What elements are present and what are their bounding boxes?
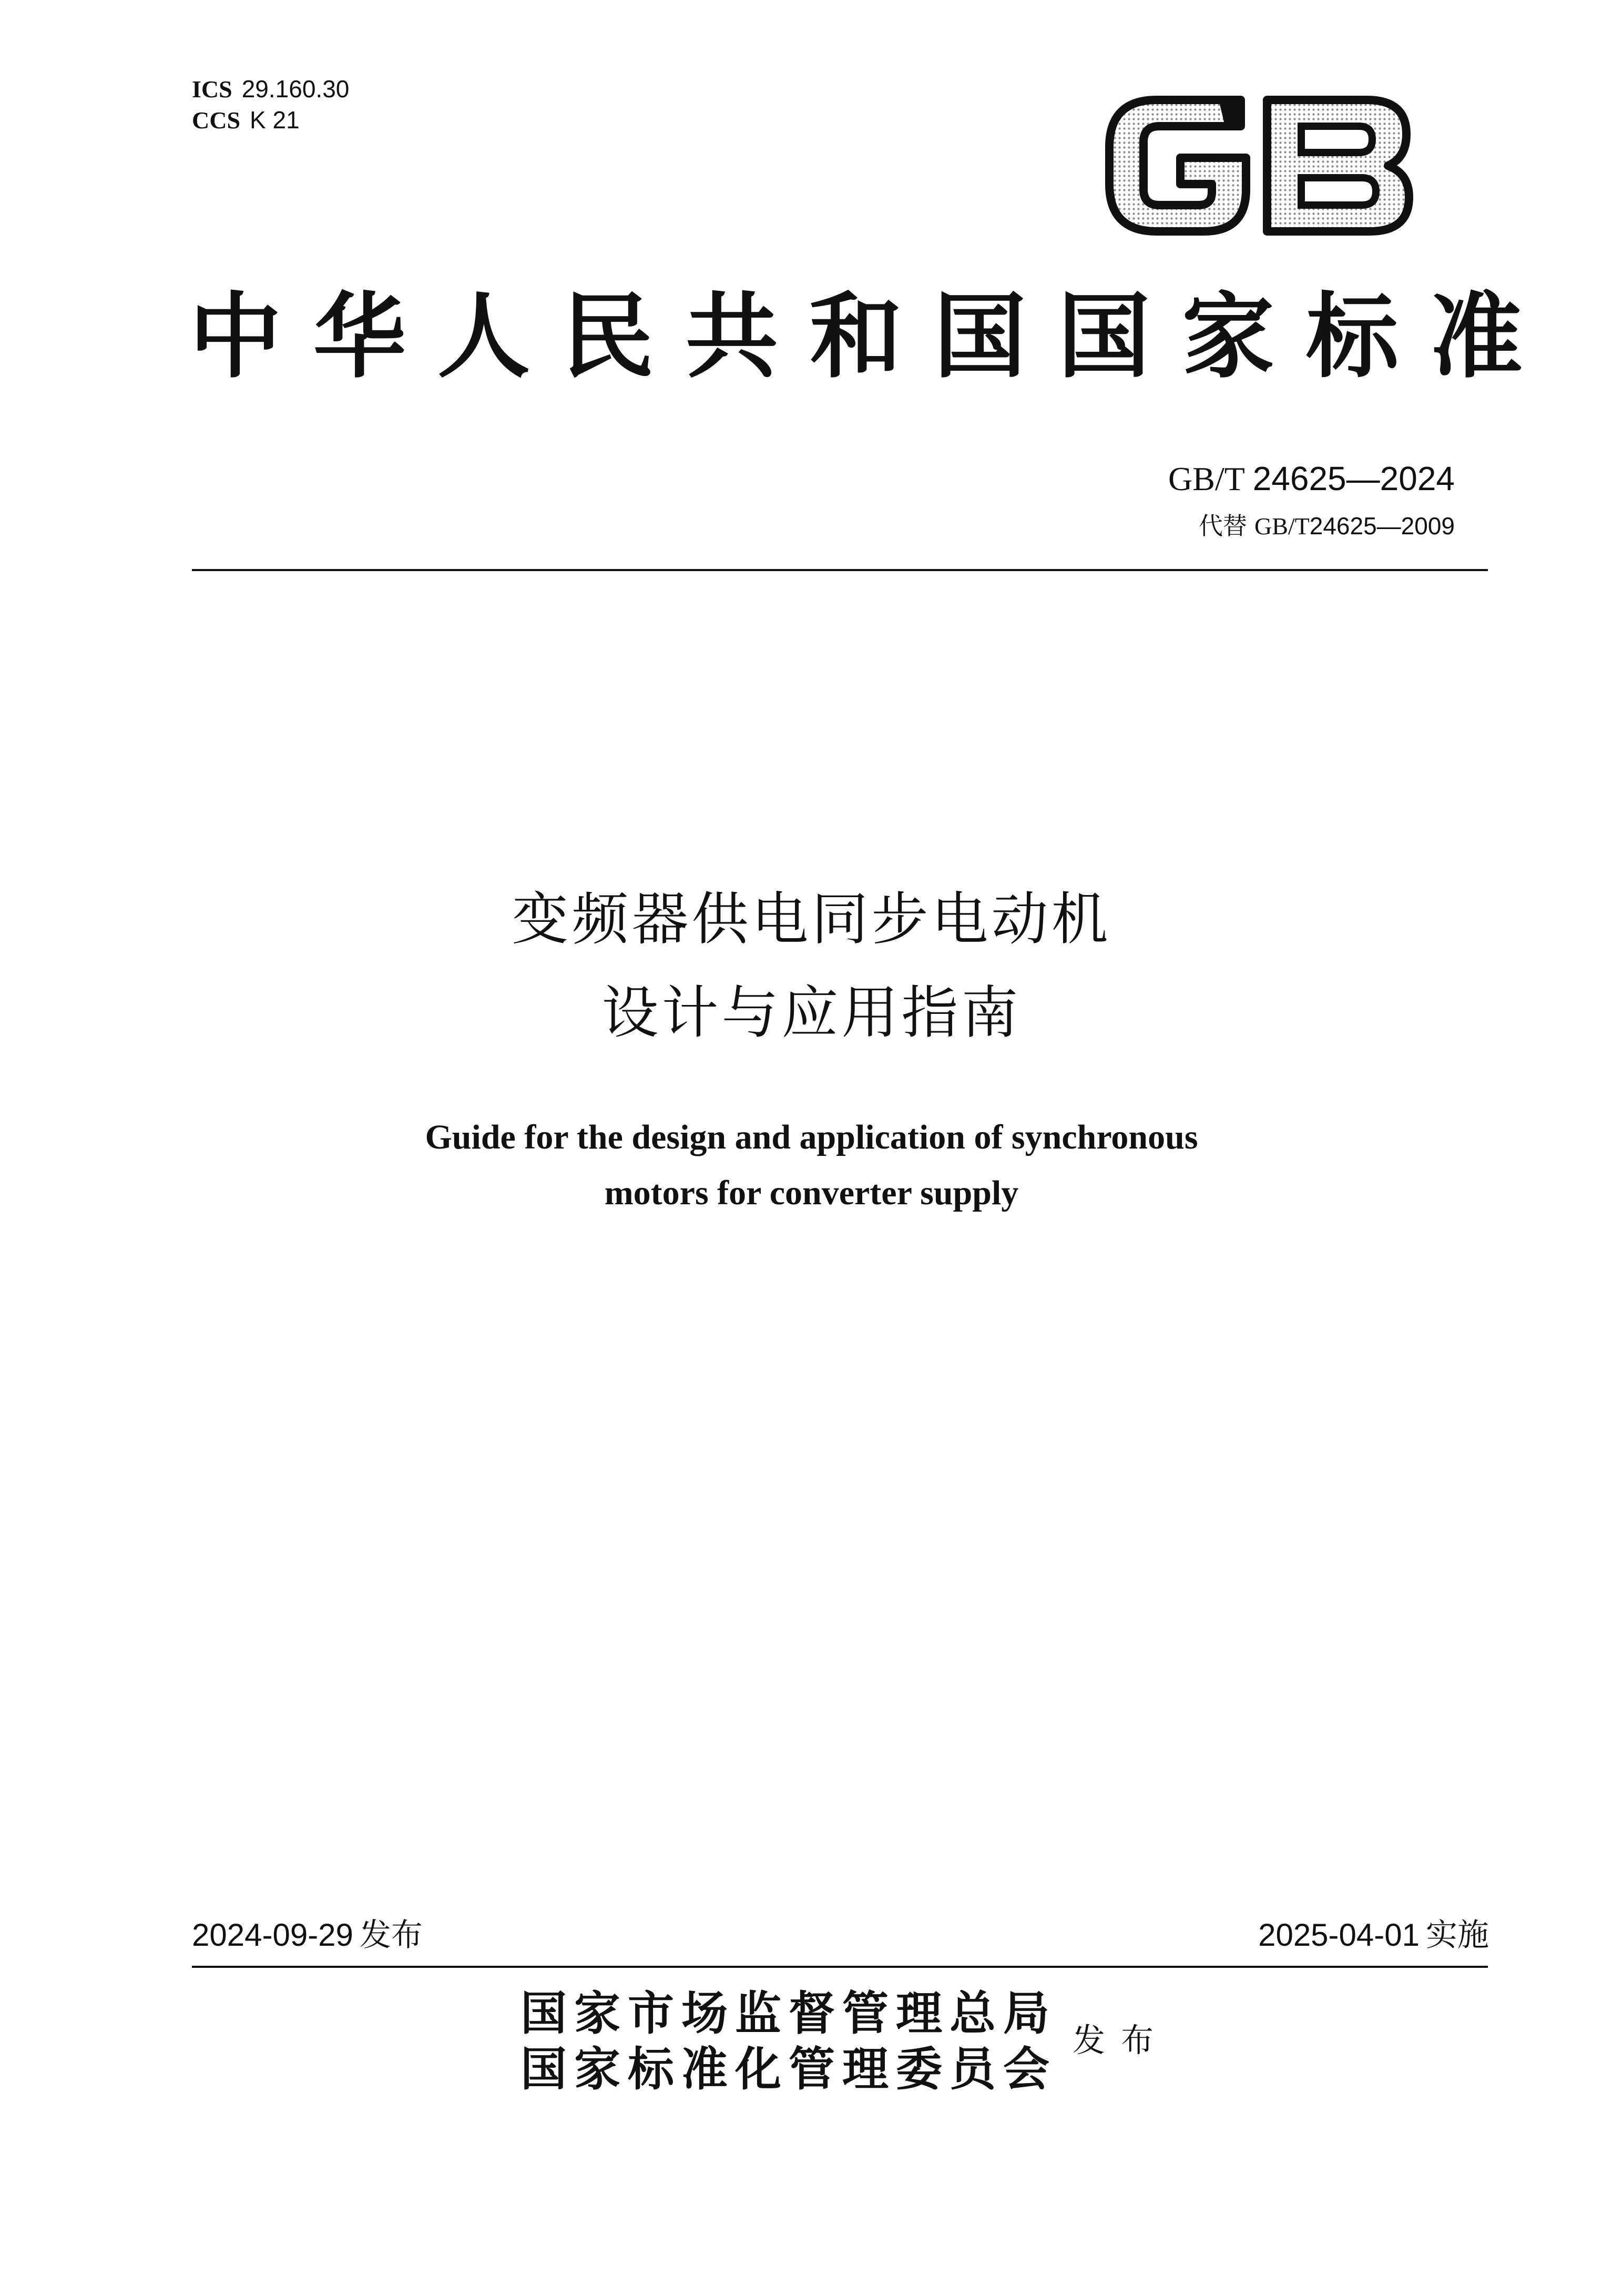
issuer-org-1: 国家市场监督管理总局 xyxy=(520,1986,1057,2040)
title-cn-line-1: 变频器供电同步电动机 xyxy=(512,887,1111,952)
standard-number-prefix: GB/T xyxy=(1168,460,1244,497)
classification-codes xyxy=(192,74,349,136)
ccs-code xyxy=(192,105,349,136)
ccs-label: CCS xyxy=(192,107,241,134)
implementation-date-value: 2025-04-01 xyxy=(1258,1917,1420,1953)
title-cn-line-2: 设计与应用指南 xyxy=(601,980,1022,1046)
issuer-action-label: 发布 xyxy=(1073,2021,1170,2059)
bottom-divider xyxy=(192,1966,1488,1968)
standard-number xyxy=(1168,458,1455,500)
issue-date xyxy=(192,1914,423,1956)
implementation-date xyxy=(1258,1914,1489,1956)
issue-date-value: 2024-09-29 xyxy=(192,1917,353,1953)
top-divider xyxy=(192,569,1488,571)
ics-label: ICS xyxy=(192,76,232,103)
title-en-line-1: Guide for the design and application of synchronous xyxy=(425,1118,1198,1156)
gb-logo-icon xyxy=(1094,79,1420,252)
replaces-label: 代替 xyxy=(1198,512,1247,540)
issuer-org-2: 国家标准化管理委员会 xyxy=(520,2041,1057,2096)
national-standard-title: 中华人民共和国国家标准 xyxy=(189,282,1555,391)
title-en-line-2: motors for converter supply xyxy=(604,1174,1019,1212)
document-title-en xyxy=(0,1110,1623,1221)
ics-code xyxy=(192,74,349,105)
issue-date-label: 发布 xyxy=(359,1917,423,1954)
implementation-date-label: 实施 xyxy=(1426,1917,1489,1954)
standard-number-digits: 24625—2024 xyxy=(1252,460,1455,497)
ics-value: 29.160.30 xyxy=(241,75,350,103)
document-title-cn xyxy=(0,873,1623,1060)
replaces-digits: 24625—2009 xyxy=(1309,512,1455,540)
ccs-value: K 21 xyxy=(250,106,300,134)
issuing-organizations xyxy=(520,1985,1057,2097)
replaces-prefix: GB/T xyxy=(1254,513,1310,540)
replaced-standard xyxy=(1199,510,1455,542)
